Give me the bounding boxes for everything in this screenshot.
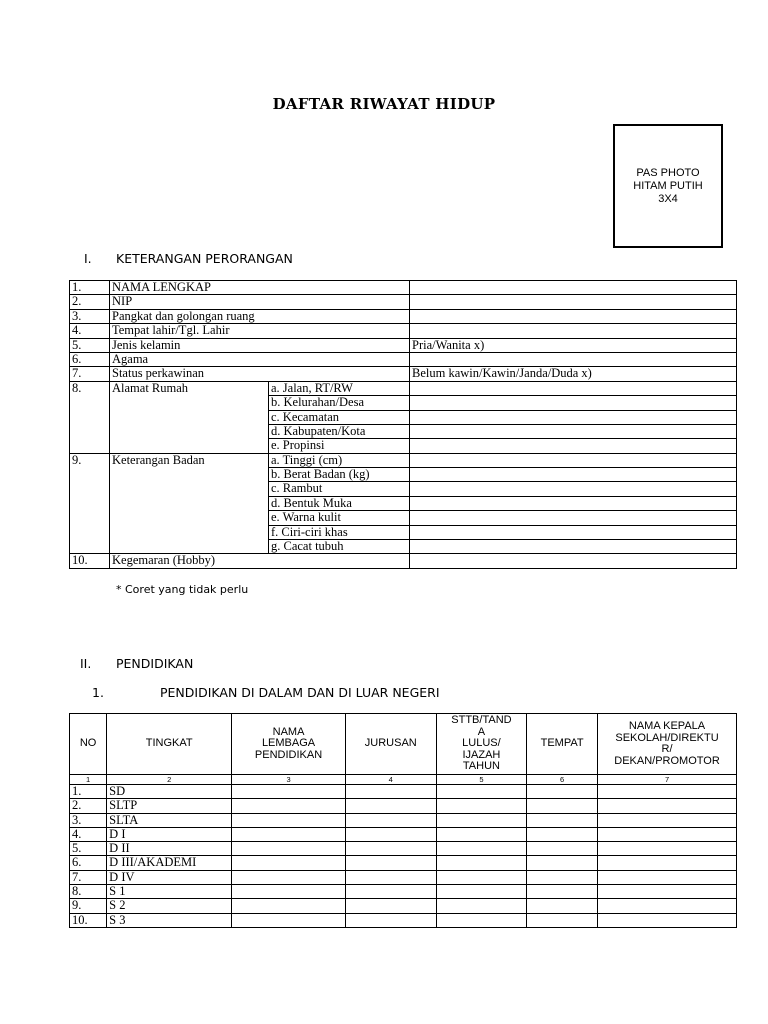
row-number: 3. [70, 309, 110, 323]
row-number: 2. [70, 799, 107, 813]
education-cell[interactable] [436, 870, 526, 884]
table-row [70, 381, 737, 395]
education-cell[interactable] [436, 899, 526, 913]
table-row [70, 870, 737, 884]
education-cell[interactable] [598, 799, 737, 813]
education-cell[interactable] [345, 870, 436, 884]
education-cell[interactable] [436, 856, 526, 870]
table-row [70, 396, 737, 410]
column-index: 2 [107, 775, 232, 785]
education-cell[interactable] [598, 842, 737, 856]
row-number [70, 482, 110, 496]
education-cell[interactable] [345, 813, 436, 827]
row-number: 8. [70, 381, 110, 395]
education-cell[interactable] [598, 813, 737, 827]
education-cell[interactable] [527, 842, 598, 856]
row-value[interactable] [410, 525, 737, 539]
row-sublabel: e. Propinsi [269, 439, 410, 453]
education-level: D I [107, 827, 232, 841]
education-cell[interactable] [436, 785, 526, 799]
education-level: SLTA [107, 813, 232, 827]
photo-line: PAS PHOTO [636, 166, 700, 179]
row-label [110, 410, 269, 424]
row-sublabel: a. Tinggi (cm) [269, 453, 410, 467]
row-number: 7. [70, 367, 110, 381]
row-value[interactable] [410, 511, 737, 525]
table-row [70, 352, 737, 366]
row-label [110, 424, 269, 438]
row-number: 4. [70, 324, 110, 338]
row-label [110, 540, 269, 554]
row-sublabel: c. Kecamatan [269, 410, 410, 424]
row-label: Pangkat dan golongan ruang [110, 309, 410, 323]
table-row [70, 410, 737, 424]
row-value[interactable] [410, 424, 737, 438]
row-sublabel: g. Cacat tubuh [269, 540, 410, 554]
row-value[interactable]: Belum kawin/Kawin/Janda/Duda x) [410, 367, 737, 381]
education-cell[interactable] [232, 799, 346, 813]
education-cell[interactable] [527, 856, 598, 870]
education-cell[interactable] [232, 913, 346, 927]
education-cell[interactable] [598, 870, 737, 884]
photo-placeholder [613, 124, 723, 248]
row-number: 10. [70, 554, 110, 568]
row-number: 2. [70, 295, 110, 309]
row-sublabel: b. Berat Badan (kg) [269, 468, 410, 482]
education-cell[interactable] [527, 785, 598, 799]
row-value[interactable] [410, 439, 737, 453]
column-header: TEMPAT [527, 714, 598, 775]
row-number: 5. [70, 842, 107, 856]
row-number: 1. [70, 281, 110, 295]
row-number: 5. [70, 338, 110, 352]
row-number: 6. [70, 856, 107, 870]
row-number: 1. [70, 785, 107, 799]
row-number: 7. [70, 870, 107, 884]
table-row [70, 856, 737, 870]
table-row [70, 453, 737, 467]
column-header: NAMA LEMBAGA PENDIDIKAN [232, 714, 346, 775]
row-number: 9. [70, 899, 107, 913]
table-row [70, 424, 737, 438]
education-cell[interactable] [232, 870, 346, 884]
education-cell[interactable] [232, 785, 346, 799]
table-row [70, 309, 737, 323]
education-cell[interactable] [598, 913, 737, 927]
row-label: Keterangan Badan [110, 453, 269, 467]
education-cell[interactable] [436, 827, 526, 841]
table-row [70, 554, 737, 568]
row-value[interactable] [410, 410, 737, 424]
education-cell[interactable] [436, 842, 526, 856]
education-cell[interactable] [436, 913, 526, 927]
row-sublabel: d. Kabupaten/Kota [269, 424, 410, 438]
row-label [110, 525, 269, 539]
row-number: 3. [70, 813, 107, 827]
photo-line: HITAM PUTIH [633, 179, 703, 192]
table-row [70, 439, 737, 453]
row-number: 4. [70, 827, 107, 841]
education-level: SD [107, 785, 232, 799]
education-cell[interactable] [232, 856, 346, 870]
footnote: * Coret yang tidak perlu [116, 583, 249, 596]
education-level: D IV [107, 870, 232, 884]
row-value[interactable] [410, 453, 737, 467]
row-number [70, 468, 110, 482]
row-number [70, 410, 110, 424]
section-label: PENDIDIKAN [116, 656, 194, 671]
row-value[interactable] [410, 554, 737, 568]
column-header: NAMA KEPALA SEKOLAH/DIREKTU R/ DEKAN/PROMOTOR [598, 714, 737, 775]
section-number: II. [80, 656, 92, 671]
education-cell[interactable] [345, 827, 436, 841]
row-sublabel: a. Jalan, RT/RW [269, 381, 410, 395]
education-cell[interactable] [527, 813, 598, 827]
education-level: S 3 [107, 913, 232, 927]
personal-info-table [69, 280, 737, 569]
page-title: DAFTAR RIWAYAT HIDUP [272, 95, 496, 113]
table-row [70, 813, 737, 827]
table-row [70, 525, 737, 539]
column-header: TINGKAT [107, 714, 232, 775]
row-value[interactable] [410, 381, 737, 395]
row-label [110, 496, 269, 510]
row-sublabel: d. Bentuk Muka [269, 496, 410, 510]
photo-line: 3X4 [658, 192, 678, 205]
table-row [70, 785, 737, 799]
table-row [70, 540, 737, 554]
education-cell[interactable] [527, 885, 598, 899]
row-sublabel: b. Kelurahan/Desa [269, 396, 410, 410]
table-row [70, 842, 737, 856]
education-cell[interactable] [527, 827, 598, 841]
table-row [70, 324, 737, 338]
table-row [70, 511, 737, 525]
table-row [70, 281, 737, 295]
table-row [70, 913, 737, 927]
table-row [70, 885, 737, 899]
education-cell[interactable] [345, 899, 436, 913]
row-number [70, 511, 110, 525]
column-index: 4 [345, 775, 436, 785]
row-value[interactable] [410, 468, 737, 482]
table-row [70, 799, 737, 813]
education-cell[interactable] [232, 842, 346, 856]
education-cell[interactable] [436, 799, 526, 813]
education-cell[interactable] [232, 827, 346, 841]
table-row [70, 482, 737, 496]
table-row [70, 827, 737, 841]
education-cell[interactable] [527, 799, 598, 813]
row-number [70, 496, 110, 510]
column-index: 3 [232, 775, 346, 785]
row-value[interactable] [410, 496, 737, 510]
table-row [70, 496, 737, 510]
education-level: S 2 [107, 899, 232, 913]
row-label: Tempat lahir/Tgl. Lahir [110, 324, 410, 338]
row-label: Agama [110, 352, 410, 366]
column-index: 7 [598, 775, 737, 785]
table-row [70, 468, 737, 482]
row-label [110, 396, 269, 410]
education-cell[interactable] [345, 885, 436, 899]
row-sublabel: f. Ciri-ciri khas [269, 525, 410, 539]
education-level: D II [107, 842, 232, 856]
row-value[interactable] [410, 295, 737, 309]
row-label [110, 511, 269, 525]
education-cell[interactable] [436, 813, 526, 827]
row-sublabel: c. Rambut [269, 482, 410, 496]
education-cell[interactable] [598, 785, 737, 799]
education-level: SLTP [107, 799, 232, 813]
row-value[interactable] [410, 281, 737, 295]
column-header: JURUSAN [345, 714, 436, 775]
table-row [70, 899, 737, 913]
column-header: NO [70, 714, 107, 775]
row-number: 6. [70, 352, 110, 366]
education-cell[interactable] [527, 870, 598, 884]
education-table [69, 713, 737, 928]
education-level: S 1 [107, 885, 232, 899]
education-cell[interactable] [232, 899, 346, 913]
row-number [70, 439, 110, 453]
education-cell[interactable] [527, 899, 598, 913]
row-label: NAMA LENGKAP [110, 281, 410, 295]
row-value[interactable] [410, 482, 737, 496]
education-cell[interactable] [232, 885, 346, 899]
row-number: 9. [70, 453, 110, 467]
row-label: NIP [110, 295, 410, 309]
row-label [110, 482, 269, 496]
table-row [70, 295, 737, 309]
row-label: Jenis kelamin [110, 338, 410, 352]
column-index-row [70, 775, 737, 785]
education-cell[interactable] [598, 899, 737, 913]
subsection-label: PENDIDIKAN DI DALAM DAN DI LUAR NEGERI [160, 685, 440, 700]
education-cell[interactable] [598, 885, 737, 899]
row-value[interactable]: Pria/Wanita x) [410, 338, 737, 352]
row-label: Kegemaran (Hobby) [110, 554, 410, 568]
row-label [110, 468, 269, 482]
education-cell[interactable] [345, 799, 436, 813]
row-value[interactable] [410, 396, 737, 410]
column-index: 5 [436, 775, 526, 785]
education-cell[interactable] [527, 913, 598, 927]
column-header: STTB/TAND A LULUS/ IJAZAH TAHUN [436, 714, 526, 775]
row-value[interactable] [410, 540, 737, 554]
row-value[interactable] [410, 324, 737, 338]
education-cell[interactable] [345, 785, 436, 799]
section-number: I. [84, 251, 92, 266]
row-value[interactable] [410, 309, 737, 323]
row-number: 10. [70, 913, 107, 927]
column-index: 1 [70, 775, 107, 785]
education-cell[interactable] [436, 885, 526, 899]
table-row [70, 338, 737, 352]
row-sublabel: e. Warna kulit [269, 511, 410, 525]
row-number [70, 525, 110, 539]
row-number [70, 396, 110, 410]
row-label [110, 439, 269, 453]
row-number [70, 424, 110, 438]
section-label: KETERANGAN PERORANGAN [116, 251, 293, 266]
row-number [70, 540, 110, 554]
row-value[interactable] [410, 352, 737, 366]
education-cell[interactable] [598, 856, 737, 870]
education-cell[interactable] [232, 813, 346, 827]
education-cell[interactable] [345, 842, 436, 856]
education-level: D III/AKADEMI [107, 856, 232, 870]
education-cell[interactable] [345, 913, 436, 927]
subsection-number: 1. [92, 685, 104, 700]
education-cell[interactable] [345, 856, 436, 870]
table-row [70, 367, 737, 381]
column-index: 6 [527, 775, 598, 785]
row-label: Alamat Rumah [110, 381, 269, 395]
row-label: Status perkawinan [110, 367, 410, 381]
row-number: 8. [70, 885, 107, 899]
education-cell[interactable] [598, 827, 737, 841]
